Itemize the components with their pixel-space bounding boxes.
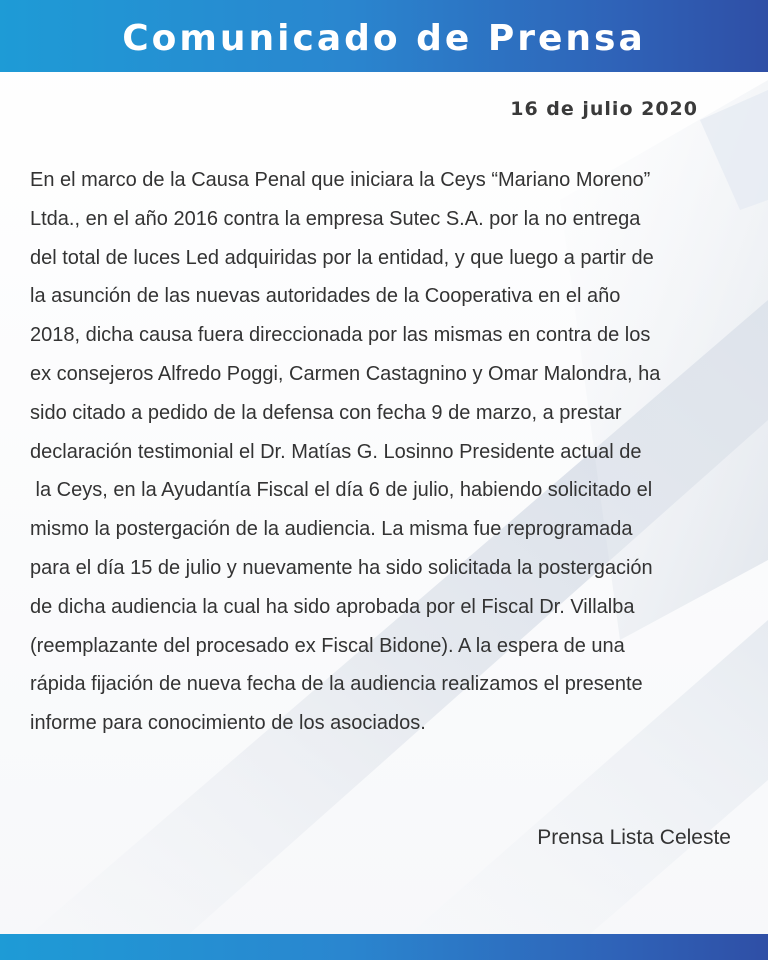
body-line: sido citado a pedido de la defensa con fecha 9 de marzo, a prestar — [30, 401, 622, 424]
body-line: rápida fijación de nueva fecha de la audiencia realizamos el presente — [30, 673, 643, 696]
body-line: la Ceys, en la Ayudantía Fiscal el día 6 de julio, habiendo solicitado el — [30, 479, 653, 502]
body-line: de dicha audiencia la cual ha sido aprobada por el Fiscal Dr. Villalba — [30, 595, 635, 618]
body-line: En el marco de la Causa Penal que iniciara la Ceys “Mariano Moreno” — [30, 169, 651, 191]
body-line: mismo la postergación de la audiencia. La misma fue reprogramada — [30, 518, 633, 541]
body-line: ex consejeros Alfredo Poggi, Carmen Castagnino y Omar Malondra, ha — [30, 362, 661, 385]
body-line: informe para conocimiento de los asociados. — [30, 712, 426, 735]
body-line: la asunción de las nuevas autoridades de la Cooperativa en el año — [30, 285, 621, 308]
release-date: 16 de julio 2020 — [510, 98, 698, 120]
page-title: Comunicado de Prensa — [122, 18, 646, 59]
signature: Prensa Lista Celeste — [537, 826, 731, 849]
footer-bar — [0, 934, 768, 960]
body-line: Ltda., en el año 2016 contra la empresa Sutec S.A. por la no entrega — [30, 207, 641, 230]
body-line: 2018, dicha causa fuera direccionada por las mismas en contra de los — [30, 324, 651, 347]
body-line: declaración testimonial el Dr. Matías G. Losinno Presidente actual de — [30, 440, 642, 463]
body-line: (reemplazante del procesado ex Fiscal Bidone). A la espera de una — [30, 634, 625, 657]
body-line: para el día 15 de julio y nuevamente ha sido solicitada la postergación — [30, 556, 653, 579]
body-line: del total de luces Led adquiridas por la entidad, y que luego a partir de — [30, 246, 654, 269]
release-body — [30, 161, 750, 743]
